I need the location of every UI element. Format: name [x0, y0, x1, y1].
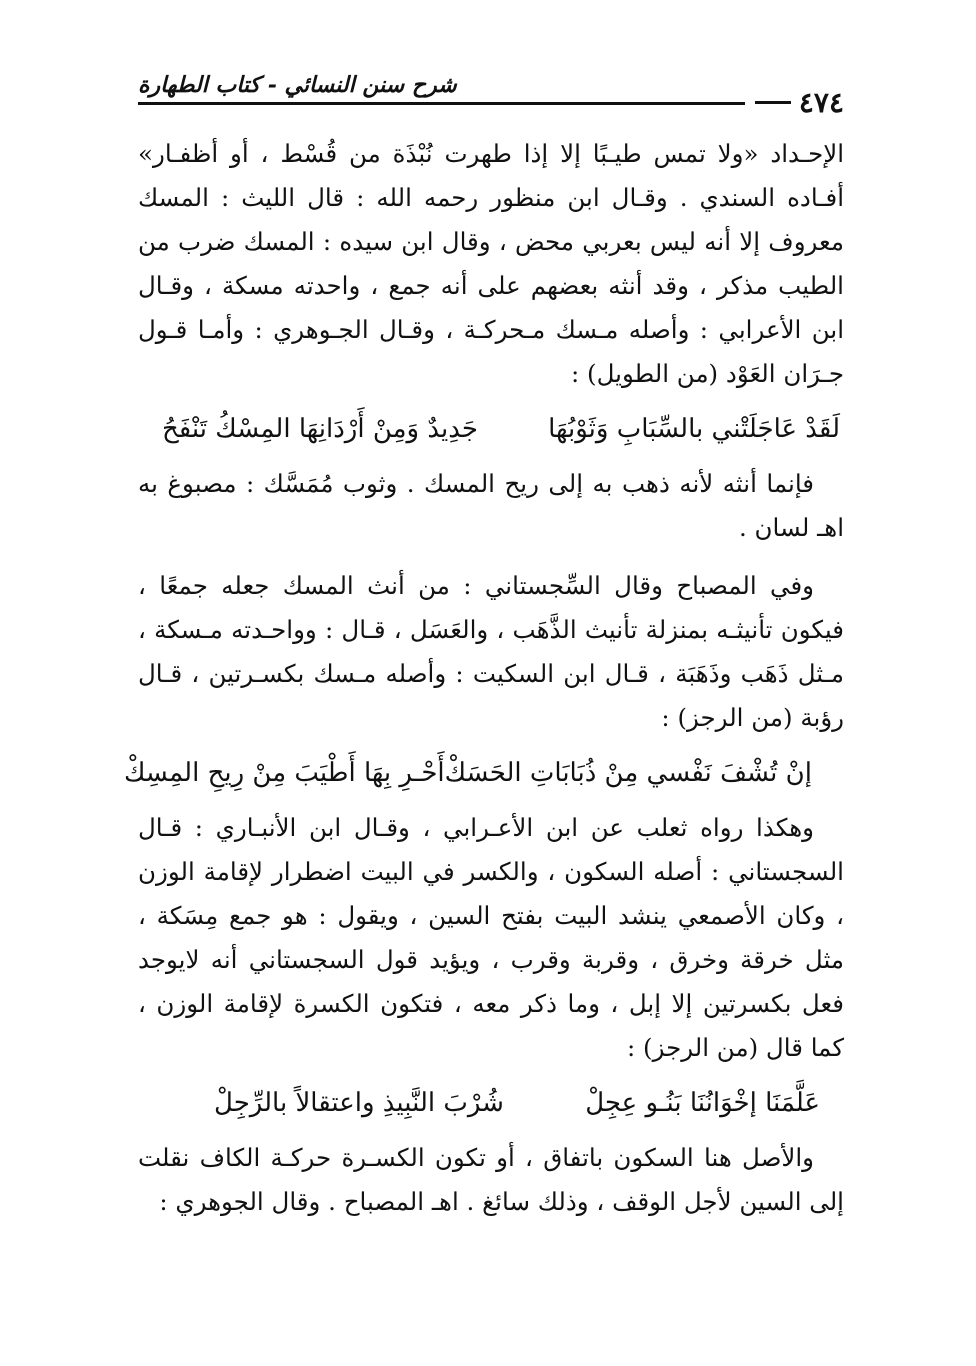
verse-1-second-hemistich: جَدِيدٌ وَمِنْ أَرْدَانِهَا المِسْكُ تَنْفَحُ [162, 414, 478, 444]
verse-1-first-hemistich: لَقَدْ عَاجَلَتْني بالسِّبَابِ وَثَوْبُهَا [548, 414, 840, 444]
verse-3-first-hemistich: عَلَّمَنَا إخْوَانُنَا بَنُـو عِجِلْ [585, 1088, 820, 1118]
verse-3 [138, 1074, 844, 1132]
paragraph-4: وهكذا رواه ثعلب عن ابن الأعـرابي ، وقـال ابن الأنبـاري : قـال السجستاني : أصله السكون ، والكسر في البيت اضطرار لإقامة الوزن ، وكان الأصمعي ينشد البيت بفتح السين ، ويقول : هو جمع مِسَكة ، مثل خرقة وخرق ، وقربة وقرب ، ويؤيد قول السجستاني أنه لايوجد فعل بكسرتين إلا إبل ، وما ذكر معه ، فتكون الكسرة لإقامة الوزن ، كما قال (من الرجز) : [138, 813, 844, 1062]
page-number: ٤٧٤ [798, 86, 844, 119]
page-number-dash [755, 101, 791, 104]
verse-3-second-hemistich: شُرْبَ النَّبِيذِ واعتقالاً بالرِّجِلْ [214, 1088, 504, 1118]
running-title: شرح سنن النسائي - كتاب الطهارة [138, 72, 463, 98]
paragraph-1: الإحـداد «ولا تمس طيـبًا إلا إذا طهرت نُبْذَة من قُسْط ، أو أظفـار» أفـاده السندي . وقـال ابن منظور رحمه الله : قال الليث : المسك معروف إلا أنه ليس بعربي محض ، وقال ابن سيده : المسك ضرب من الطيب مذكر ، وقد أنثه بعضهم على أنه جمع ، واحدته مسكة ، وقـال ابن الأعرابي : وأصله مـسك مـحركـة ، وقـال الجـوهري : وأمـا قـول جـرَان العَوْد (من الطويل) : [138, 139, 844, 388]
paragraph-5: والأصل هنا السكون باتفاق ، أو تكون الكسـرة حركـة الكاف نقلت إلى السين لأجل الوقف ، وذلك سائغ . اهـ المصباح . وقال الجوهري : [138, 1143, 844, 1216]
verse-2 [124, 744, 844, 802]
verse-1 [138, 400, 844, 458]
page-header [138, 72, 844, 119]
paragraph-2: فإنما أنثه لأنه ذهب به إلى ريح المسك . وثوب مُمَسَّك : مصبوغ به اهـ لسان . [138, 469, 844, 542]
paragraph-3: وفي المصباح وقال السِّجستاني : من أنث المسك جعله جمعًا ، فيكون تأنيثـه بمنزلة تأنيث الذَّهَب ، والعَسَل ، قـال : وواحـدته مـسكة ، مـثل ذَهَب وذَهَبَة ، قـال ابن السكيت : وأصله مـسك بكسـرتين ، قـال رؤبة (من الرجز) : [138, 571, 844, 732]
verse-2-first-hemistich: إنْ تُشْفَ نَفْسي مِنْ ذُبَابَاتِ الحَسَكْ [444, 758, 812, 788]
page-number-block [745, 86, 844, 119]
header-rule [138, 102, 844, 105]
verse-2-second-hemistich: أَحْـرِ بِهَا أَطْيَبَ مِنْ رِيحِ المِسِكْ [124, 758, 445, 788]
page-body [124, 132, 844, 1224]
